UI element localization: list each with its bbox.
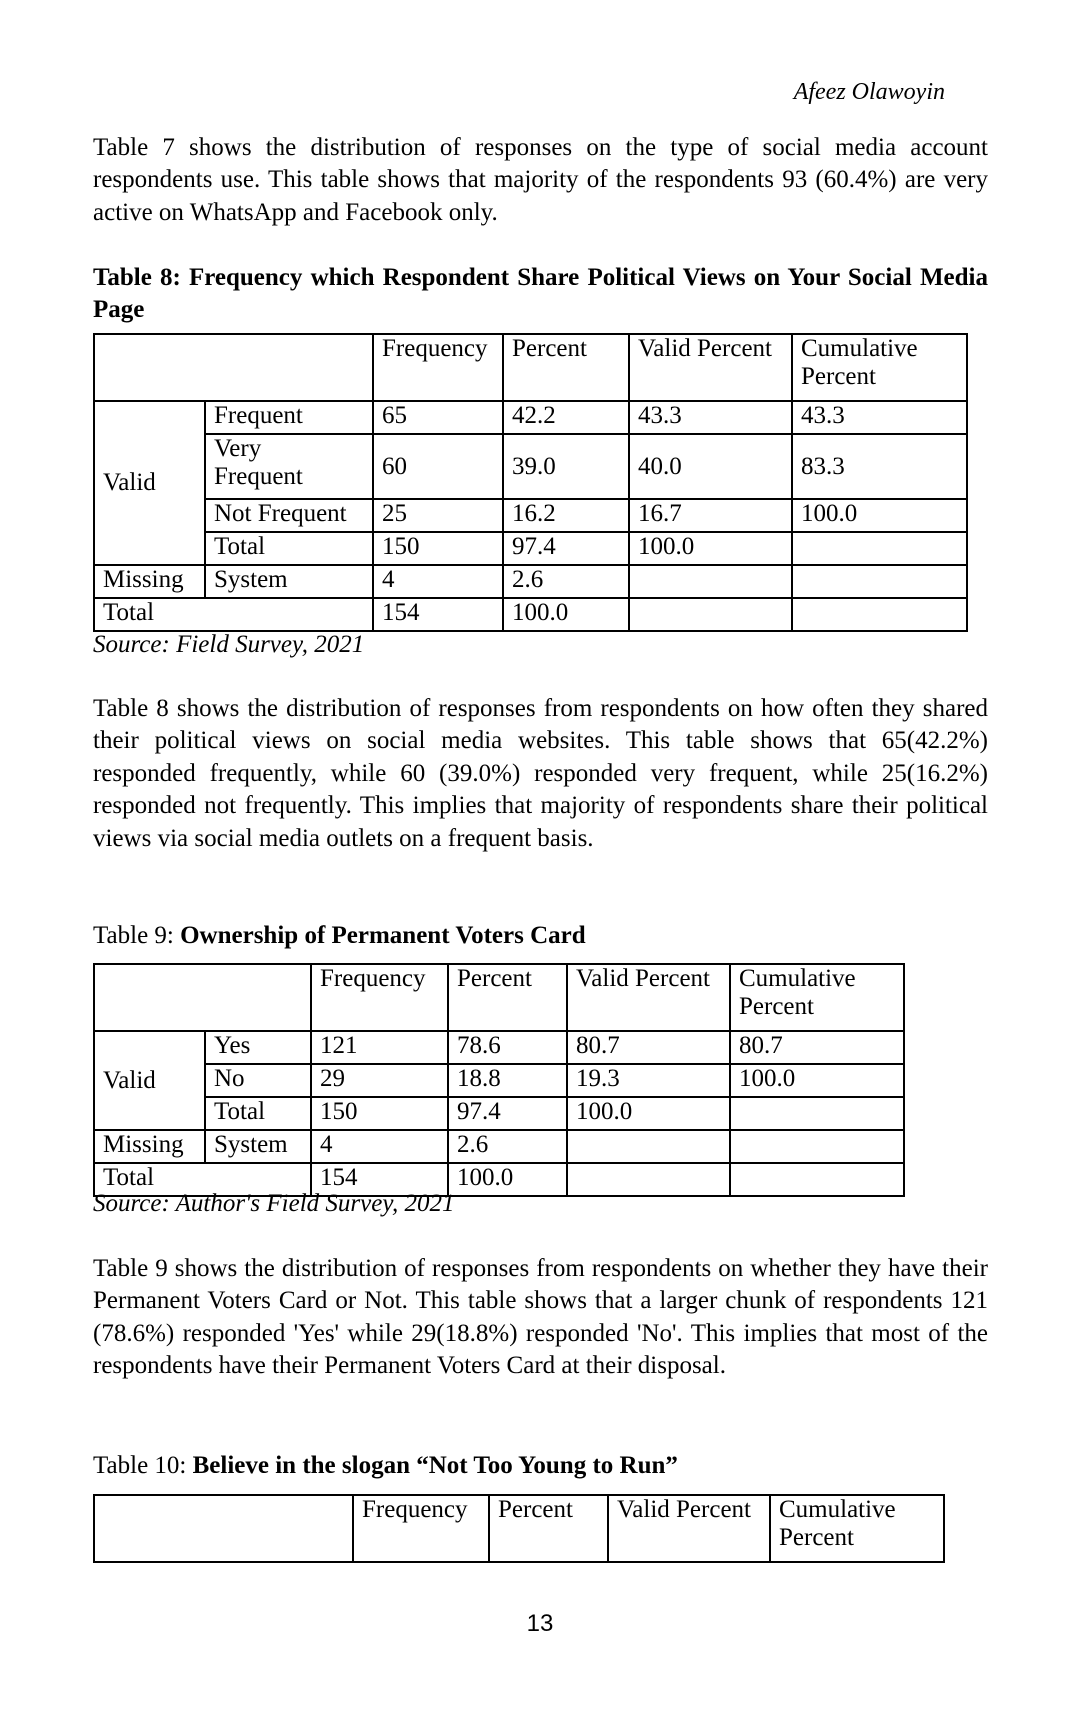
cell-cumulative-percent: 83.3 (792, 434, 967, 499)
cell-frequency: 121 (311, 1031, 448, 1064)
cell-empty (629, 598, 792, 631)
table10 (93, 1494, 945, 1563)
table-row (94, 532, 967, 565)
cell-valid-percent: 16.7 (629, 499, 792, 532)
table8-group-valid: Valid (94, 401, 205, 565)
cell-frequency: 29 (311, 1064, 448, 1097)
cell-empty (792, 598, 967, 631)
running-head-author: Afeez Olawoyin (793, 79, 945, 105)
table10-caption-title: Believe in the slogan “Not Too Young to Run” (192, 1452, 678, 1479)
table-row-missing (94, 565, 967, 598)
table-row (94, 434, 967, 499)
cell-cumulative-percent: 43.3 (792, 401, 967, 434)
cell-empty (792, 565, 967, 598)
cell-empty (730, 1130, 904, 1163)
cell-empty (567, 1130, 730, 1163)
cell-percent: 97.4 (448, 1097, 567, 1130)
cell-percent: 42.2 (503, 401, 629, 434)
cell-cumulative-percent (792, 532, 967, 565)
row-label: No (205, 1064, 311, 1097)
paragraph-table7-discussion: Table 7 shows the distribution of responses on the type of social media account respondents use. This table shows that majority of the respondents 93 (60.4%) are very active on WhatsApp and Facebook only. (93, 134, 988, 226)
table8-header-cumulative-percent: Cumulative Percent (792, 334, 967, 401)
cell-percent: 2.6 (503, 565, 629, 598)
row-label: Total (205, 1097, 311, 1130)
table-row (94, 1031, 904, 1064)
cell-cumulative-percent (730, 1097, 904, 1130)
table9-caption-prefix: Table 9: (93, 922, 181, 949)
cell-percent: 2.6 (448, 1130, 567, 1163)
paragraph-table9-discussion: Table 9 shows the distribution of responses from respondents on whether they have their Permanent Voters Card or Not. This table shows that a larger chunk of respondents 121 (78.6%) responded 'Yes' while 29(18.8%) responded 'No'. This implies that most of the respondents have their Permanent Voters Card at their disposal. (93, 1255, 988, 1380)
cell-valid-percent: 80.7 (567, 1031, 730, 1064)
cell-empty (567, 1163, 730, 1196)
cell-percent: 39.0 (503, 434, 629, 499)
row-label: Frequent (205, 401, 373, 434)
cell-frequency: 154 (311, 1163, 448, 1196)
cell-valid-percent: 43.3 (629, 401, 792, 434)
page-number: 13 (526, 1610, 554, 1637)
table9 (93, 963, 905, 1197)
table8-header-row (94, 334, 967, 401)
table10-caption-prefix: Table 10: (93, 1452, 193, 1479)
table8-group-missing: Missing (94, 565, 205, 598)
table9-caption (93, 920, 988, 952)
table10-header-blank (94, 1495, 353, 1562)
table9-header-frequency: Frequency (311, 964, 448, 1031)
cell-valid-percent: 100.0 (629, 532, 792, 565)
row-label: Total (205, 532, 373, 565)
table-row (94, 1064, 904, 1097)
row-label: Not Frequent (205, 499, 373, 532)
cell-cumulative-percent: 80.7 (730, 1031, 904, 1064)
table10-header-cumulative-percent: Cumulative Percent (770, 1495, 944, 1562)
table9-header-row (94, 964, 904, 1031)
cell-percent: 78.6 (448, 1031, 567, 1064)
cell-valid-percent: 19.3 (567, 1064, 730, 1097)
row-label: Yes (205, 1031, 311, 1064)
cell-percent: 100.0 (448, 1163, 567, 1196)
table9-header-cumulative-percent: Cumulative Percent (730, 964, 904, 1031)
paragraph-table8-discussion: Table 8 shows the distribution of responses from respondents on how often they shared their political views on social media websites. This table shows that 65(42.2%) responded frequently, while 60 (39.0%) responded very frequent, while 25(16.2%) responded not frequently. This implies that majority of respondents share their political views via social media outlets on a frequent basis. (93, 695, 988, 852)
table-row-total (94, 598, 967, 631)
cell-frequency: 150 (311, 1097, 448, 1130)
table8-caption: Table 8: Frequency which Respondent Share Political Views on Your Social Media Page (93, 264, 988, 323)
cell-cumulative-percent: 100.0 (792, 499, 967, 532)
cell-frequency: 4 (373, 565, 503, 598)
table-row (94, 499, 967, 532)
table8-header-blank (94, 334, 373, 401)
row-label: Total (94, 598, 373, 631)
table9-header-percent: Percent (448, 964, 567, 1031)
row-label: System (205, 1130, 311, 1163)
table-row-missing (94, 1130, 904, 1163)
table9-group-missing: Missing (94, 1130, 205, 1163)
cell-percent: 100.0 (503, 598, 629, 631)
cell-frequency: 65 (373, 401, 503, 434)
row-label: Very Frequent (205, 434, 373, 499)
table8-header-valid-percent: Valid Percent (629, 334, 792, 401)
table8-header-frequency: Frequency (373, 334, 503, 401)
table9-header-blank (94, 964, 311, 1031)
cell-frequency: 150 (373, 532, 503, 565)
table8-header-percent: Percent (503, 334, 629, 401)
cell-frequency: 4 (311, 1130, 448, 1163)
table8 (93, 333, 968, 632)
cell-valid-percent: 40.0 (629, 434, 792, 499)
table9-source: Source: Author's Field Survey, 2021 (93, 1190, 455, 1217)
cell-percent: 97.4 (503, 532, 629, 565)
table10-header-row (94, 1495, 944, 1562)
table10-header-valid-percent: Valid Percent (608, 1495, 770, 1562)
table10-caption (93, 1450, 988, 1482)
row-label: System (205, 565, 373, 598)
cell-percent: 18.8 (448, 1064, 567, 1097)
cell-percent: 16.2 (503, 499, 629, 532)
row-label: Total (94, 1163, 311, 1196)
table-row (94, 1097, 904, 1130)
table10-header-percent: Percent (489, 1495, 608, 1562)
cell-empty (629, 565, 792, 598)
cell-frequency: 25 (373, 499, 503, 532)
cell-cumulative-percent: 100.0 (730, 1064, 904, 1097)
table9-header-valid-percent: Valid Percent (567, 964, 730, 1031)
table10-header-frequency: Frequency (353, 1495, 489, 1562)
cell-frequency: 154 (373, 598, 503, 631)
table-row (94, 401, 967, 434)
cell-valid-percent: 100.0 (567, 1097, 730, 1130)
table8-source: Source: Field Survey, 2021 (93, 631, 365, 658)
cell-empty (730, 1163, 904, 1196)
cell-frequency: 60 (373, 434, 503, 499)
table9-caption-title: Ownership of Permanent Voters Card (180, 922, 586, 949)
table9-group-valid: Valid (94, 1031, 205, 1130)
